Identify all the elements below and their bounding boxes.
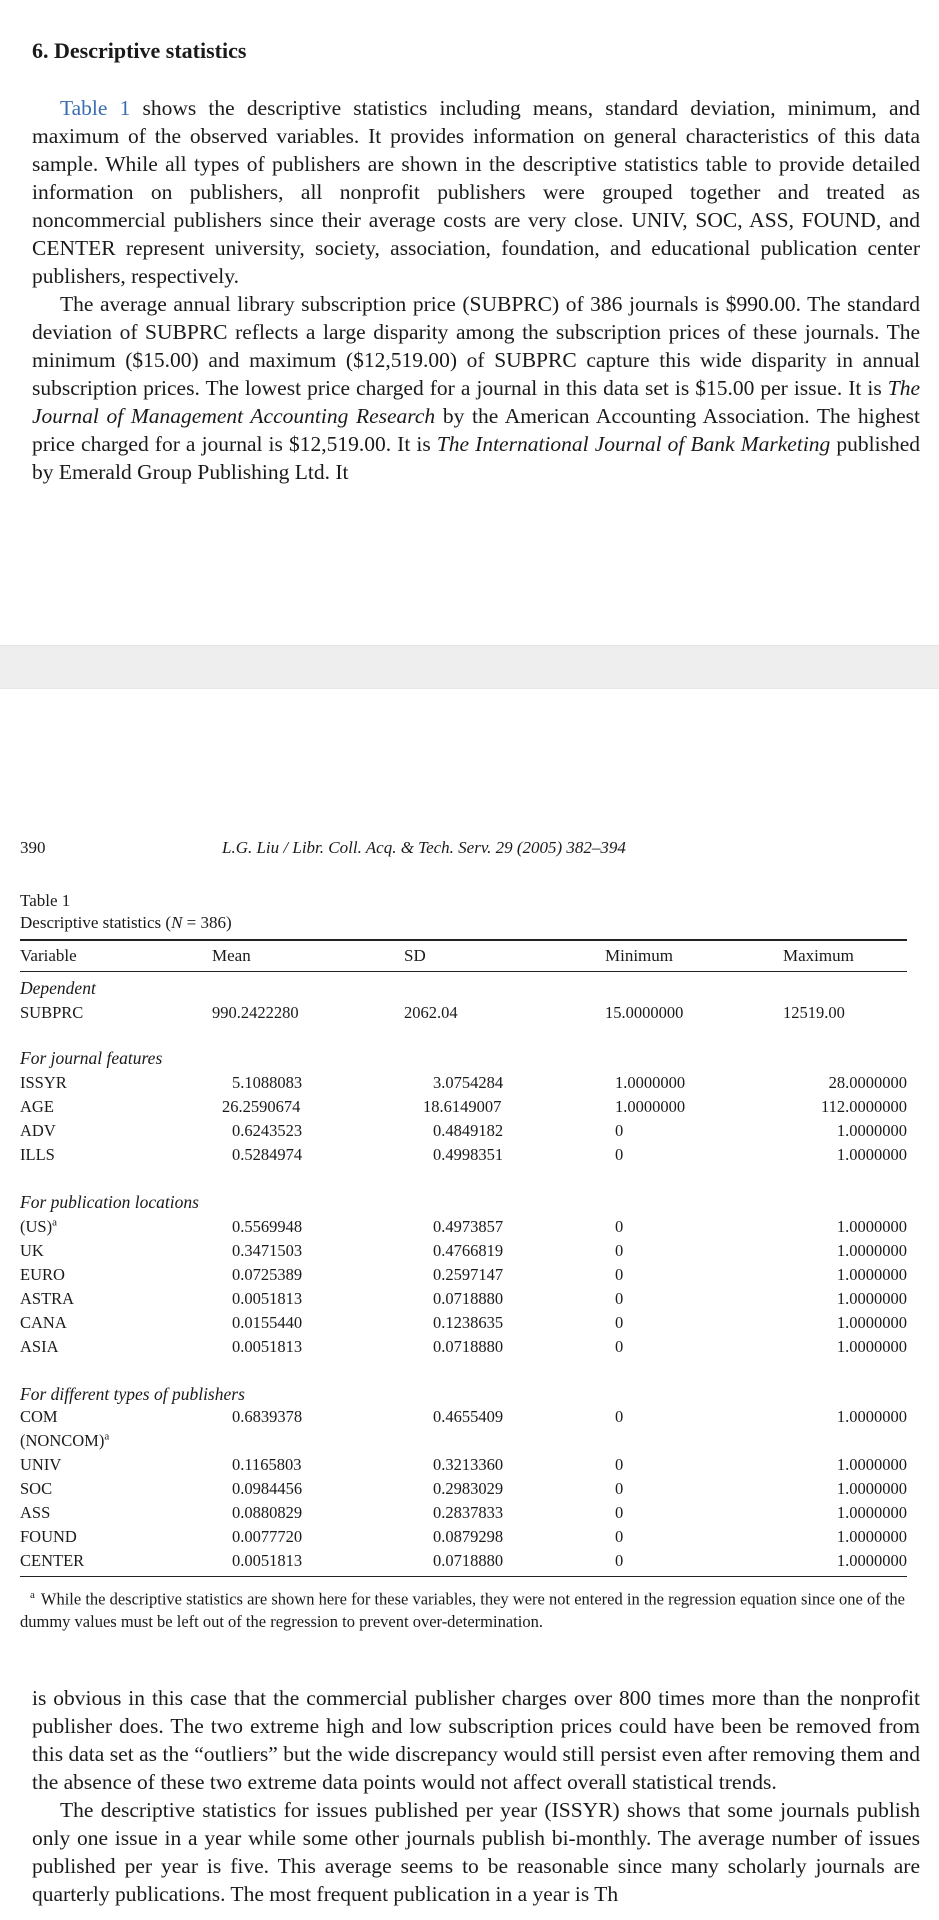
cell-sd: 0.3213360	[433, 1455, 504, 1474]
table-caption	[20, 912, 907, 934]
footnote-marker: a	[104, 1430, 110, 1443]
cell-mean: 0.5284974	[232, 1145, 303, 1164]
cell-variable: COM	[20, 1407, 58, 1426]
cell-variable: FOUND	[20, 1527, 77, 1546]
cell-minimum: 1.0000000	[615, 1073, 686, 1092]
cell-maximum: 28.0000000	[828, 1073, 907, 1092]
paragraph-commercial-publisher: is obvious in this case that the commercial publisher charges over 800 times more than the nonprofit publisher does. The two extreme high and low subscription prices could have been be removed from this data set as the “outliers” but the wide discrepancy would still persist even after removing them and the absence of these two extreme data points would not affect overall statistical trends.	[32, 1686, 920, 1794]
cell-minimum: 0	[615, 1313, 624, 1332]
cell-minimum: 0	[615, 1337, 624, 1356]
cell-variable: ASIA	[20, 1337, 59, 1356]
cell-maximum: 1.0000000	[836, 1241, 907, 1260]
table-row-soc	[20, 1479, 907, 1503]
table-row-ills	[20, 1145, 907, 1169]
table-row-euro	[20, 1265, 907, 1289]
cell-sd: 0.0718880	[433, 1337, 504, 1356]
cell-maximum: 12519.00	[783, 1003, 845, 1022]
table-header-rule	[20, 971, 907, 972]
cell-mean: 0.0051813	[232, 1289, 303, 1308]
cell-sd: 0.4998351	[433, 1145, 504, 1164]
cell-sd: 0.0718880	[433, 1289, 504, 1308]
table-row-adv	[20, 1121, 907, 1145]
paragraph-table-description	[32, 94, 920, 290]
variable-name: (US)	[20, 1217, 53, 1236]
journal-title: The Journal of Management Accounting Research	[32, 376, 920, 428]
cell-mean: 26.2590674	[222, 1097, 301, 1116]
cell-maximum: 1.0000000	[836, 1503, 907, 1522]
cell-minimum: 0	[615, 1407, 624, 1426]
cell-sd: 0.4766819	[433, 1241, 504, 1260]
cell-variable: SUBPRC	[20, 1003, 84, 1022]
cell-variable: CANA	[20, 1313, 67, 1332]
cell-minimum: 0	[615, 1145, 624, 1164]
cell-mean: 5.1088083	[232, 1073, 303, 1092]
cell-sd: 0.0718880	[433, 1551, 504, 1570]
paragraph-text: published by Emerald Group Publishing Ltd. It	[32, 432, 921, 484]
table-row-issyr	[20, 1073, 907, 1097]
cell-minimum: 0	[615, 1289, 624, 1308]
table-row-found	[20, 1527, 907, 1551]
table-row-cana	[20, 1313, 907, 1337]
cell-mean: 0.1165803	[232, 1455, 302, 1474]
cell-variable: AGE	[20, 1097, 54, 1116]
cell-maximum: 1.0000000	[836, 1217, 907, 1236]
table-row-noncom	[20, 1431, 907, 1455]
cell-variable	[20, 1431, 109, 1451]
table-row-asia	[20, 1337, 907, 1361]
footnote-marker: a	[30, 1589, 35, 1601]
section-heading: 6. Descriptive statistics	[32, 38, 247, 63]
cell-variable: ASS	[20, 1503, 51, 1522]
cell-mean: 0.0051813	[232, 1337, 303, 1356]
header-maximum: Maximum	[783, 946, 854, 965]
cell-sd: 0.4973857	[433, 1217, 504, 1236]
table-top-rule	[20, 939, 907, 941]
table-bottom-rule	[20, 1576, 907, 1577]
cell-mean: 0.0051813	[232, 1551, 303, 1570]
paragraph-issues-per-year: The descriptive statistics for issues published per year (ISSYR) shows that some journals publish only one issue in a year while some other journals publish bi-monthly. The average number of issues published per year is five. This average seems to be reasonable since many scholarly journals are quarterly publications. The most frequent publication in a year is Th	[32, 1798, 920, 1906]
cell-maximum: 1.0000000	[836, 1527, 907, 1546]
group-label-dependent: Dependent	[20, 978, 96, 998]
cell-mean: 0.6243523	[232, 1121, 303, 1140]
page-separator	[0, 645, 939, 689]
cell-sd: 18.6149007	[423, 1097, 502, 1116]
group-label-publisher-types: For different types of publishers	[20, 1384, 245, 1404]
article-text-top	[32, 94, 920, 486]
cell-maximum: 1.0000000	[836, 1121, 907, 1140]
cell-maximum: 1.0000000	[836, 1337, 907, 1356]
cell-sd: 0.4849182	[433, 1121, 504, 1140]
cell-variable: UNIV	[20, 1455, 62, 1474]
cell-mean: 0.0077720	[232, 1527, 303, 1546]
paragraph-text: shows the descriptive statistics including means, standard deviation, minimum, and maximum of the observed variables. It provides information on general characteristics of this data sample. While all types of publishers are shown in the descriptive statistics table to provide detailed information on publishers, all nonprofit publishers were grouped together and treated as noncommercial publishers since their average costs are very close. UNIV, SOC, ASS, FOUND, and CENTER represent university, society, association, foundation, and educational publication center publishers, respectively.	[32, 96, 920, 288]
table-row-ass	[20, 1503, 907, 1527]
cell-sd: 0.2983029	[433, 1479, 504, 1498]
cell-sd: 0.1238635	[433, 1313, 504, 1332]
cell-variable: ILLS	[20, 1145, 55, 1164]
paragraph-text: by the American Accounting Association. The highest price charged for a journal is $12,519.00. It is	[32, 404, 921, 456]
header-mean: Mean	[212, 946, 251, 965]
cell-maximum: 1.0000000	[836, 1455, 907, 1474]
caption-text: Descriptive statistics (	[20, 913, 172, 932]
cell-minimum: 0	[615, 1121, 624, 1140]
table-row-com	[20, 1407, 907, 1431]
table-row-astra	[20, 1289, 907, 1313]
cell-minimum: 0	[615, 1265, 624, 1284]
cell-minimum: 0	[615, 1527, 624, 1546]
cell-variable: ADV	[20, 1121, 56, 1140]
cell-variable: ASTRA	[20, 1289, 75, 1308]
running-head: L.G. Liu / Libr. Coll. Acq. & Tech. Serv. 29 (2005) 382–394	[222, 838, 626, 857]
header-sd: SD	[404, 946, 426, 965]
paragraph-subscription-price	[32, 290, 920, 486]
table-row-center	[20, 1551, 907, 1575]
cell-mean: 0.0155440	[232, 1313, 303, 1332]
cell-minimum: 0	[615, 1479, 624, 1498]
cell-mean: 0.0880829	[232, 1503, 303, 1522]
cell-minimum: 0	[615, 1503, 624, 1522]
header-variable: Variable	[20, 946, 77, 965]
table-row-uk	[20, 1241, 907, 1265]
table-row-us	[20, 1217, 907, 1241]
article-text-bottom	[32, 1684, 920, 1908]
table-row-age	[20, 1097, 907, 1121]
cell-mean: 0.5569948	[232, 1217, 303, 1236]
header-minimum: Minimum	[605, 946, 674, 965]
cell-mean: 0.0725389	[232, 1265, 303, 1284]
cell-variable: SOC	[20, 1479, 53, 1498]
cell-variable	[20, 1217, 57, 1237]
cell-sd: 0.2597147	[433, 1265, 504, 1284]
cell-maximum: 1.0000000	[836, 1313, 907, 1332]
journal-title: The International Journal of Bank Marketing	[436, 432, 831, 456]
variable-name: (NONCOM)	[20, 1431, 105, 1450]
table-row-univ	[20, 1455, 907, 1479]
group-label-journal-features: For journal features	[20, 1048, 163, 1068]
cell-maximum: 1.0000000	[836, 1551, 907, 1570]
cell-minimum: 0	[615, 1551, 624, 1570]
cell-variable: EURO	[20, 1265, 65, 1284]
descriptive-statistics-table	[20, 890, 907, 1631]
cell-mean: 990.2422280	[212, 1003, 299, 1022]
caption-text: = 386)	[182, 913, 232, 932]
cell-variable: CENTER	[20, 1551, 85, 1570]
cell-minimum: 15.0000000	[605, 1003, 684, 1022]
table-label: Table 1	[20, 891, 71, 910]
caption-n: N	[171, 913, 183, 932]
cell-maximum: 1.0000000	[836, 1265, 907, 1284]
cell-minimum: 0	[615, 1455, 624, 1474]
cell-sd: 0.2837833	[433, 1503, 504, 1522]
cell-minimum: 0	[615, 1241, 624, 1260]
cell-variable: UK	[20, 1241, 44, 1260]
cell-sd: 3.0754284	[433, 1073, 504, 1092]
cell-maximum: 1.0000000	[836, 1479, 907, 1498]
cell-mean: 0.0984456	[232, 1479, 303, 1498]
table-1-link[interactable]: Table 1	[60, 96, 131, 120]
cell-maximum: 1.0000000	[836, 1145, 907, 1164]
cell-sd: 0.0879298	[433, 1527, 504, 1546]
cell-maximum: 1.0000000	[836, 1407, 907, 1426]
cell-maximum: 1.0000000	[836, 1289, 907, 1308]
footnote-text: While the descriptive statistics are shown here for these variables, they were not entered in the regression equation since one of the dummy values must be left out of the regression to prevent over-determination.	[20, 1589, 905, 1631]
page-number: 390	[20, 838, 46, 857]
cell-sd: 2062.04	[404, 1003, 458, 1022]
cell-sd: 0.4655409	[433, 1407, 504, 1426]
cell-maximum: 112.0000000	[820, 1097, 907, 1116]
table-row-subprc	[20, 1003, 907, 1027]
group-label-publication-locations: For publication locations	[20, 1192, 199, 1212]
cell-mean: 0.6839378	[232, 1407, 303, 1426]
cell-minimum: 1.0000000	[615, 1097, 686, 1116]
article-page-top	[0, 0, 939, 645]
cell-variable: ISSYR	[20, 1073, 67, 1092]
cell-mean: 0.3471503	[232, 1241, 303, 1260]
table-footnote	[20, 1584, 907, 1633]
footnote-marker: a	[52, 1216, 57, 1229]
cell-minimum: 0	[615, 1217, 624, 1236]
paragraph-text: The average annual library subscription price (SUBPRC) of 386 journals is $990.00. The standard deviation of SUBPRC reflects a large disparity among the subscription prices of these journals. The minimum ($15.00) and maximum ($12,519.00) of SUBPRC capture this wide disparity in annual subscription prices. The lowest price charged for a journal in this data set is $15.00 per issue. It is	[32, 292, 920, 400]
